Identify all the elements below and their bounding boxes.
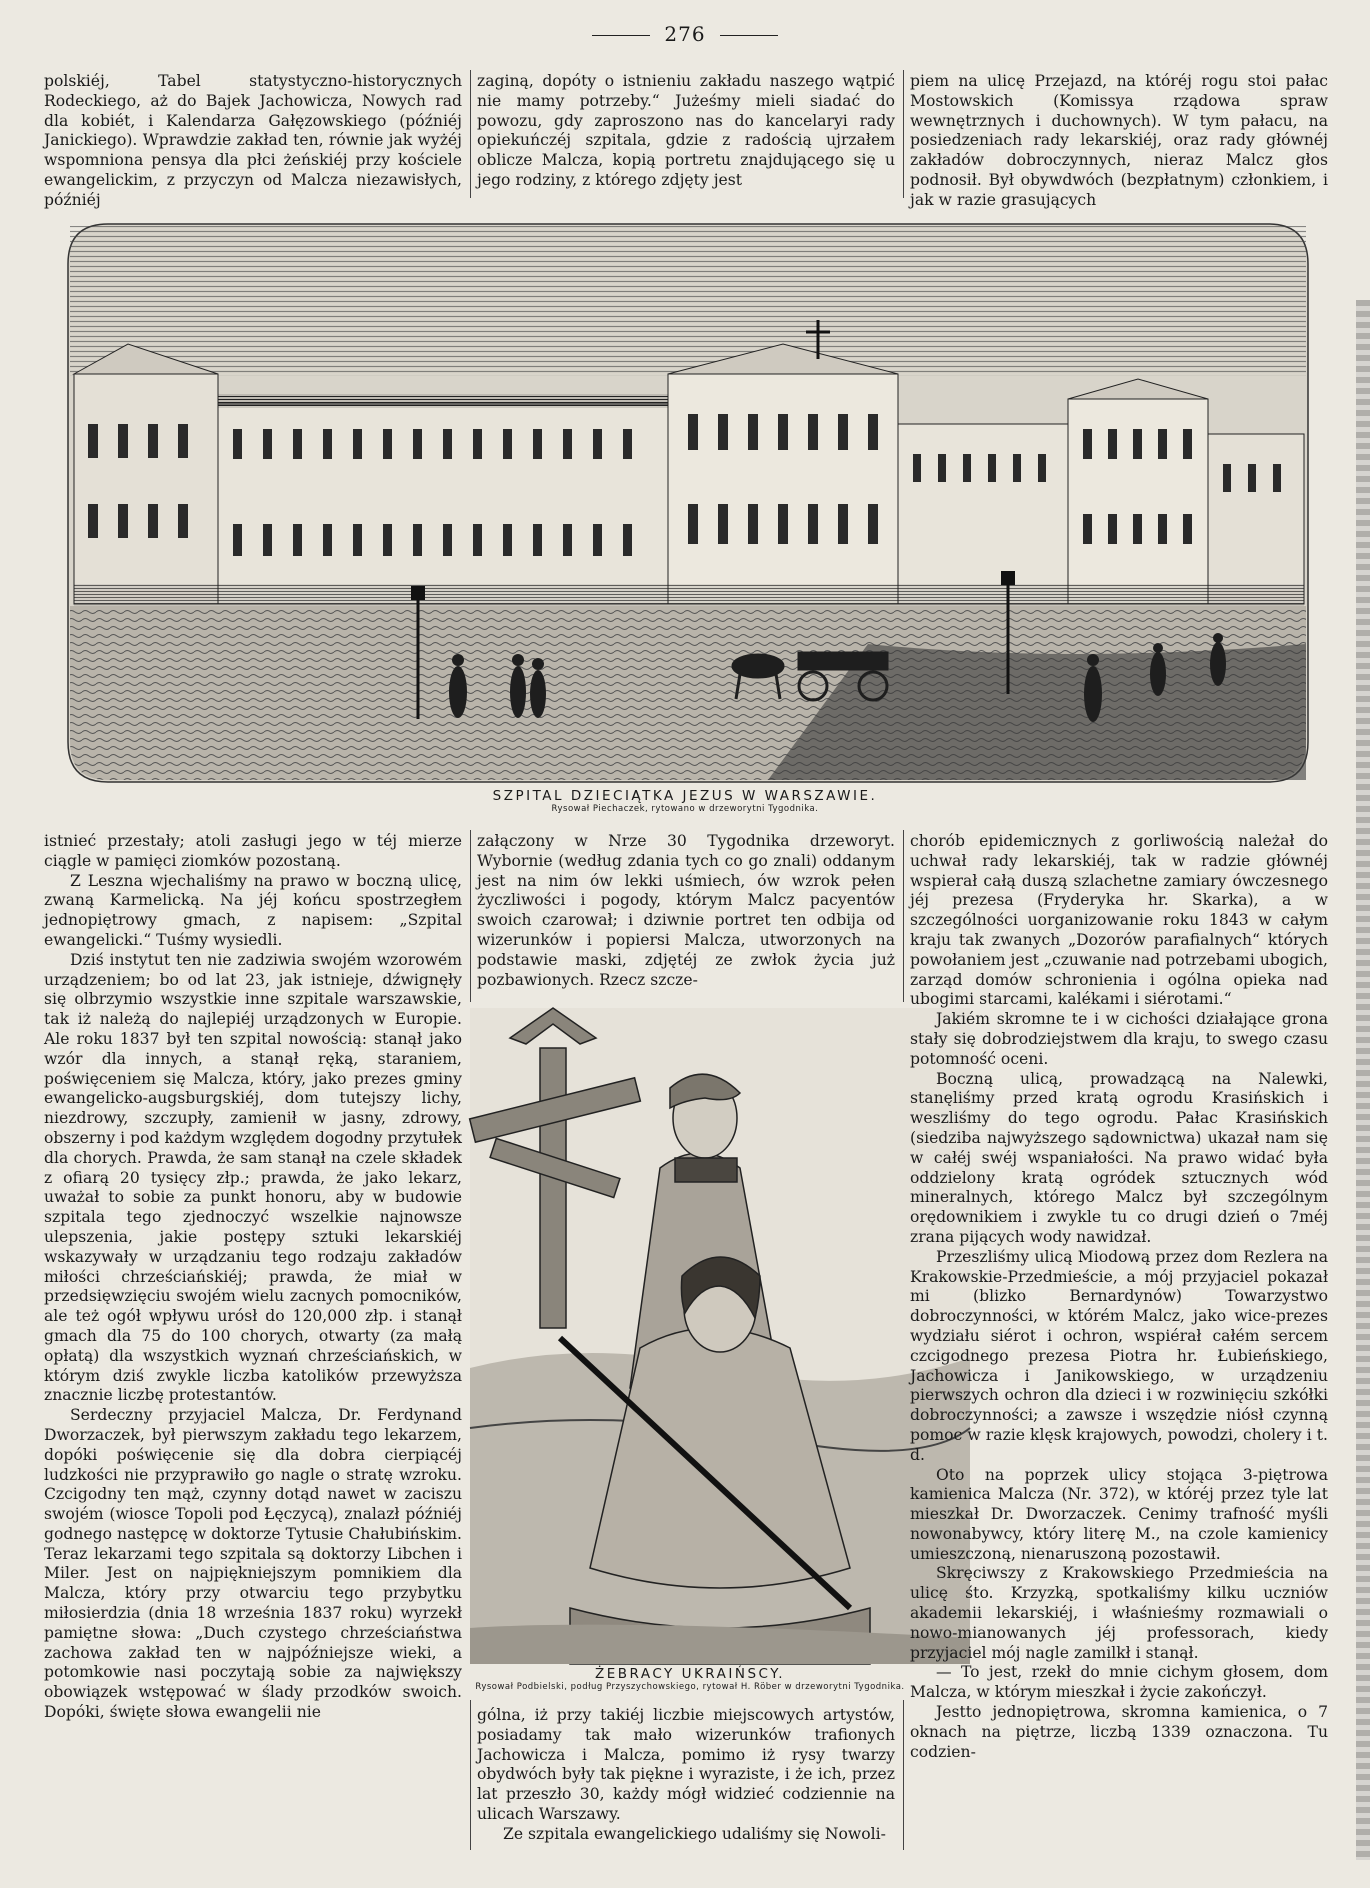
middle-bottom-paragraph-1: gólna, iż przy takiéj liczbie miejscowych artystów, posiadamy tak mało wizerunków trafionych Jachowicza i Malcza, pomimo iż rysy twarzy obydwóch były tak piękne i wyraziste, i że ich, przez lat przeszło 30, każdy mógł widzieć codziennie na ulicach Warszawy. <box>477 1706 895 1823</box>
left-paragraph-2: Z Leszna wjechaliśmy na prawo w boczną ulicę, zwaną Karmelicką. Na jéj końcu spostrzegłem jednopiętrowy gmach, z napisem: „Szpital ewangelicki.“ Tuśmy wysiedli. <box>44 871 462 949</box>
left-paragraph-3: Dziś instytut ten nie zadziwia swojém wzorowém urządzeniem; bo od lat 23, jak istnieje, dźwignęły się olbrzymio wszystkie inne szpitale warszawskie, tak iż należą do najlepiéj urządzonych w Europie. Ale roku 1837 był ten szpital nowością: stanął jako wzór dla innych, a stanął ręką, staraniem, poświęceniem się Malcza, który, jako prezes gminy ewangelicko-augsburgskiéj, dom tutejszy lichy, niezdrowy, szczupły, zamienił w jasny, zdrowy, obszerny i pod każdym względem dogodny przytułek dla chorych. Prawda, że sam stanął na czele składek z ofiarą 20 tysięcy złp.; prawda, że jako lekarz, uważał to sobie za punkt honoru, aby w budowie szpitala tego zjednoczyć wszelkie najnowsze ulepszenia, jakie postępy sztuki lekarskiéj wskazywały w urządzaniu tego rodzaju zakładów miłości chrześciańskiéj; prawda, że miał w przedsięwzięciu swojém wielu zacnych pomocników, ale też ogół wpływu urósł do 120,000 złp. i stanął gmach dla 75 do 100 chorych, otwarty (za małą opłatą) dla wszystkich wyznań chrześciańskich, w którym dziś zwykle liczba katolików przewyższa znacznie liczbę protestantów. <box>44 950 462 1405</box>
beggars-caption-credit: Rysował Podbielski, podług Przyszychowskiego, rytował H. Röber w drzeworytni Tygodnika. <box>475 1682 905 1692</box>
middle-column-top <box>477 832 895 1000</box>
column-divider <box>903 70 904 198</box>
top-column-3-text: piem na ulicę Przejazd, na któréj rogu stoi pałac Mostowskich (Komissya rządowa spraw wewnętrznych i duchownych). W tym pałacu, na posiedzeniach rady lekarskiéj, oraz rady głównéj zakładów dobroczynnych, nieraz Malcz głos podnosił. Był obywdwóch (bezpłatnym) członkiem, i jak w razie grasujących <box>910 72 1328 209</box>
beggars-caption-title: ŻEBRACY UKRAIŃSCY. <box>594 1666 786 1682</box>
scan-margin-strip <box>1356 300 1370 1860</box>
beggars-engraving <box>470 1008 970 1664</box>
right-paragraph-3: Boczną ulicą, prowadzącą na Nalewki, stanęliśmy przed kratą ogrodu Krasińskich i weszliśmy do tego ogrodu. Pałac Krasińskich (siedziba najwyższego sądownictwa) ukazał nam się w całéj swéj wspaniałości. Na prawo widać była oddzielony kratą ogródek sztucznych wód mineralnych, którego Malcz był szczególnym orędownikiem i zwykle tu co drugi dzień o 7méj zrana pijących wody nawidzał. <box>910 1069 1328 1246</box>
top-column-1 <box>44 72 462 209</box>
top-column-1-text: polskiéj, Tabel statystyczno-historycznych Rodeckiego, aż do Bajek Jachowicza, Nowych rad dla kobiét, i Kalendarza Gałęzowskiego (późniéj Janickiego). Wprawdzie zakład ten, równie jak wyżéj wspomniona pensya dla płci żeńskiéj przy kościele ewangelickim, z przyczyn od Malcza niezawisłych, późniéj <box>44 72 462 209</box>
hospital-engraving <box>68 224 1308 782</box>
right-paragraph-5: Oto na poprzek ulicy stojąca 3-piętrowa kamienica Malcza (Nr. 372), w któréj przez tyle lat mieszkał Dr. Dworzaczek. Cenimy trafność myśli nowonabywcy, który literę M., na czole kamienicy umieszczoną, nienaruszoną pozostawił. <box>910 1465 1328 1563</box>
right-paragraph-4: Przeszliśmy ulicą Miodową przez dom Rezlera na Krakowskie-Przedmieście, a mój przyjaciel pokazał mi (blizko Bernardynów) Towarzystwo dobroczynności, w którém Malcz, jako wice-prezes wydziału siérot i ochron, wspiérał całém sercem czcigodnego prezesa Piotra hr. Łubieńskiego, Jachowicza i Janikowskiego, w urządzeniu pierwszych ochron dla dzieci i w rozwinięciu szkółki dobroczynności; a zawsze i wszędzie niósł czynną pomoc w razie klęsk krajowych, powodzi, cholery i t. d. <box>910 1247 1328 1464</box>
right-paragraph-6: Skręciwszy z Krakowskiego Przedmieścia na ulicę śto. Krzyzką, spotkaliśmy kilku uczniów akademii lekarskiéj, i właśnieśmy rozmawiali o nowo-mianowanych jéj professorach, kiedy przyjaciel mój nagle zamilkł i stanął. <box>910 1564 1328 1662</box>
right-paragraph-1: chorób epidemicznych z gorliwością należał do uchwał rady lekarskiéj, tak w radzie głównéj wspierał całą duszą szlachetne zamiary ówczesnego jéj prezesa (Fryderyka hr. Skarka), a w szczególności uorganizowanie roku 1843 w całym kraju tak zwanych „Dozorów parafialnych“ których powołaniem jest „czuwanie nad potrzebami ubogich, zarząd domów schronienia i ogólna opieka nad ubogimi starcami, kalékami i siérotami.“ <box>910 832 1328 1009</box>
right-paragraph-8: Jestto jednopiętrowa, skromna kamienica, o 7 oknach na piętrze, liczbą 1339 oznaczona. Tu codzien- <box>910 1703 1328 1761</box>
middle-column-bottom <box>477 1706 895 1856</box>
column-divider <box>903 1700 904 1850</box>
top-column-2-text: zaginą, dopóty o istnieniu zakładu naszego wątpić nie mamy potrzeby.“ Jużeśmy mieli siadać do powozu, gdy zaproszono nas do kancelaryi rady opiekuńczéj szpitala, gdzie z radością ujrzałem oblicze Malcza, kopią portretu znajdującego się u jego rodziny, z którego zdjęty jest <box>477 72 895 189</box>
right-paragraph-7: — To jest, rzekł do mnie cichym głosem, dom Malcza, w którym mieszkał i życie zakończył. <box>910 1663 1328 1702</box>
beggars-caption <box>420 1666 960 1692</box>
hospital-caption-credit: Rysował Piechaczek, rytowano w drzeworytni Tygodnika. <box>551 804 819 814</box>
column-divider <box>470 1700 471 1850</box>
column-divider <box>903 830 904 1002</box>
column-divider <box>470 70 471 198</box>
hospital-caption-title: SZPITAL DZIECIĄTKA JEZUS W WARSZAWIE. <box>492 788 878 804</box>
left-paragraph-4: Serdeczny przyjaciel Malcza, Dr. Ferdynand Dworzaczek, był pierwszym zakładu tego lekarzem, dopóki poświęcenie się dla dobra cierpiącéj ludzkości nie przyprawiło go nagle o stratę wzroku. Czcigodny ten mąż, czynny dotąd nawet w zaciszu swojém (wiosce Topoli pod Łęczycą), znalazł późniéj godnego następcę w doktorze Tytusie Chałubińskim. Teraz lekarzami tego szpitala są doktorzy Libchen i Miler. Jest on najpiękniejszym pomnikiem dla Malcza, który przy otwarciu tego przybytku miłosierdzia (dnia 18 września 1837 roku) wyrzekł pamiętne słowa: „Duch czystego chrześciaństwa zachowa zakład ten w najpóźniejsze wieki, a potomkowie nasi poczytają sobie za największy obowiązek wstępować w ślady przodków swoich. Dopóki, święte słowa ewangelii nie <box>44 1406 462 1722</box>
left-paragraph-1: istnieć przestały; atoli zasługi jego w téj mierze ciągle w pamięci ziomków pozostaną. <box>44 832 462 870</box>
left-column <box>44 832 462 1850</box>
middle-bottom-paragraph-2: Ze szpitala ewangelickiego udaliśmy się Nowoli- <box>503 1824 886 1843</box>
middle-top-paragraph: załączony w Nrze 30 Tygodnika drzeworyt. Wybornie (według zdania tych co go znali) oddanym jest na nim ów lekki uśmiech, ów wzrok pełen życzliwości i pogody, którym Malcz pacyentów swoich czarował; i dziwnie portret ten odbija od wizerunków i popiersi Malcza, utworzonych na podstawie maski, zdjętéj ze zwłok życia już pozbawionych. Rzecz szcze- <box>477 832 895 989</box>
top-column-3 <box>910 72 1328 209</box>
right-paragraph-2: Jakiém skromne te i w cichości działające grona stały się dobrodziejstwem dla kraju, to swego czasu potomność oceni. <box>910 1010 1328 1068</box>
column-divider <box>470 830 471 1002</box>
right-column <box>910 832 1328 1850</box>
top-column-2 <box>477 72 895 198</box>
hospital-caption <box>380 788 990 814</box>
page-number: 276 <box>0 22 1370 46</box>
